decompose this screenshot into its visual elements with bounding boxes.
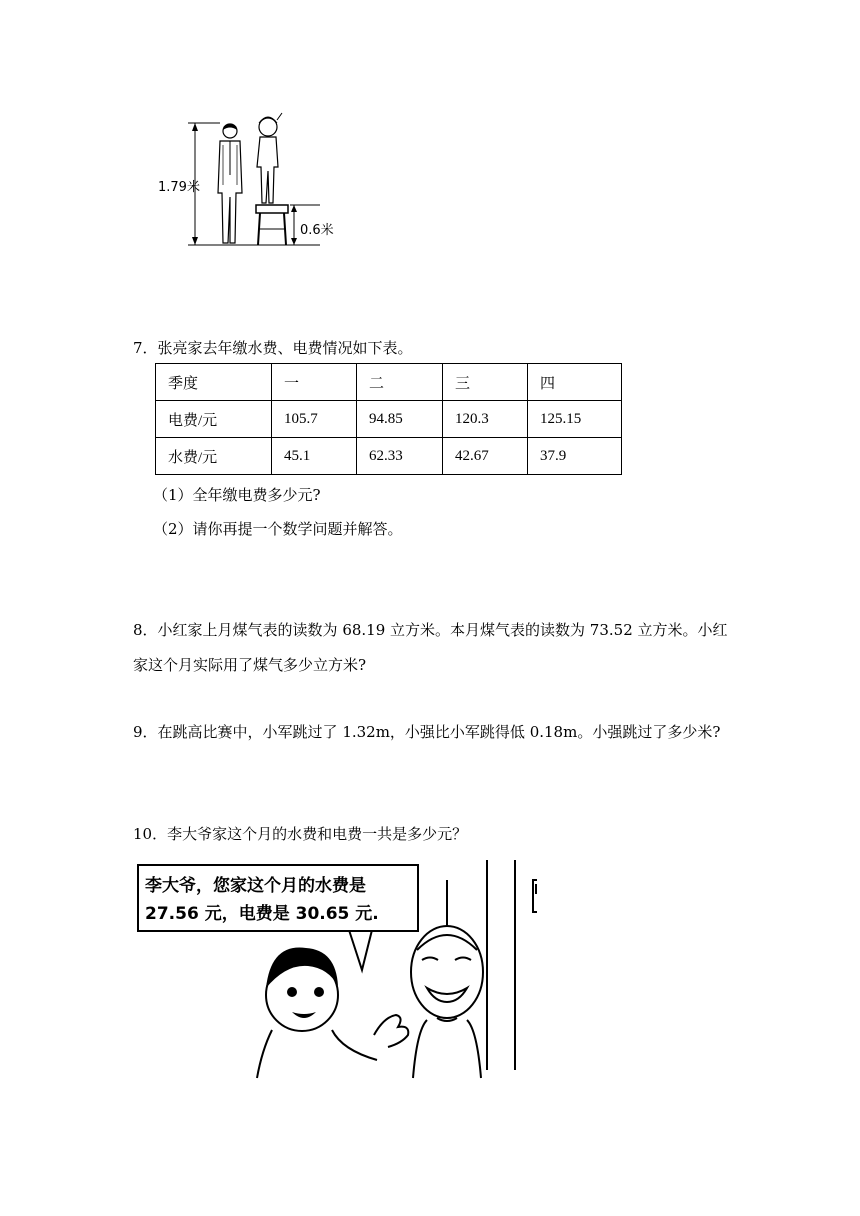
fee-table: [155, 363, 622, 475]
table-cell: 94.85: [357, 401, 443, 438]
table-row: [156, 438, 622, 475]
q9-text: 9．在跳高比赛中，小军跳过了 1.32m，小强比小军跳得低 0.18m。小强跳过了多少米?: [133, 723, 721, 741]
table-cell: 37.9: [528, 438, 622, 475]
stool-height-label: 0.6米: [300, 223, 334, 238]
bubble-line-1: 李大爷，您家这个月的水费是: [145, 876, 366, 896]
speech-bubble: [137, 864, 419, 932]
table-cell: 季度: [156, 364, 272, 401]
table-cell: 二: [357, 364, 443, 401]
q10-cartoon: [137, 860, 537, 1080]
q7-sub1: （1）全年缴电费多少元?: [153, 486, 321, 504]
q7-question: [133, 337, 413, 358]
table-cell: 水费/元: [156, 438, 272, 475]
q7-number: 7．: [133, 339, 158, 357]
q8-line1: 8．小红家上月煤气表的读数为 68.19 立方米。本月煤气表的读数为 73.52 立方米。小红: [133, 621, 728, 639]
table-cell: 45.1: [272, 438, 357, 475]
table-cell: 一: [272, 364, 357, 401]
table-cell: 四: [528, 364, 622, 401]
table-row: [156, 401, 622, 438]
table-cell: 42.67: [443, 438, 528, 475]
bubble-line-2: 27.56 元，电费是 30.65 元.: [145, 904, 379, 924]
table-cell: 120.3: [443, 401, 528, 438]
table-cell: 105.7: [272, 401, 357, 438]
q7-text: 张亮家去年缴水费、电费情况如下表。: [157, 339, 413, 357]
q8-line2: 家这个月实际用了煤气多少立方米?: [133, 656, 367, 674]
table-cell: 62.33: [357, 438, 443, 475]
table-cell: 电费/元: [156, 401, 272, 438]
q10-text: 10．李大爷家这个月的水费和电费一共是多少元？: [133, 825, 468, 843]
table-cell: 三: [443, 364, 528, 401]
table-header-row: [156, 364, 622, 401]
table-cell: 125.15: [528, 401, 622, 438]
q7-sub2: （2）请你再提一个数学问题并解答。: [153, 520, 403, 538]
height-figure: [150, 105, 350, 255]
height-label: 1.79米: [158, 180, 200, 195]
